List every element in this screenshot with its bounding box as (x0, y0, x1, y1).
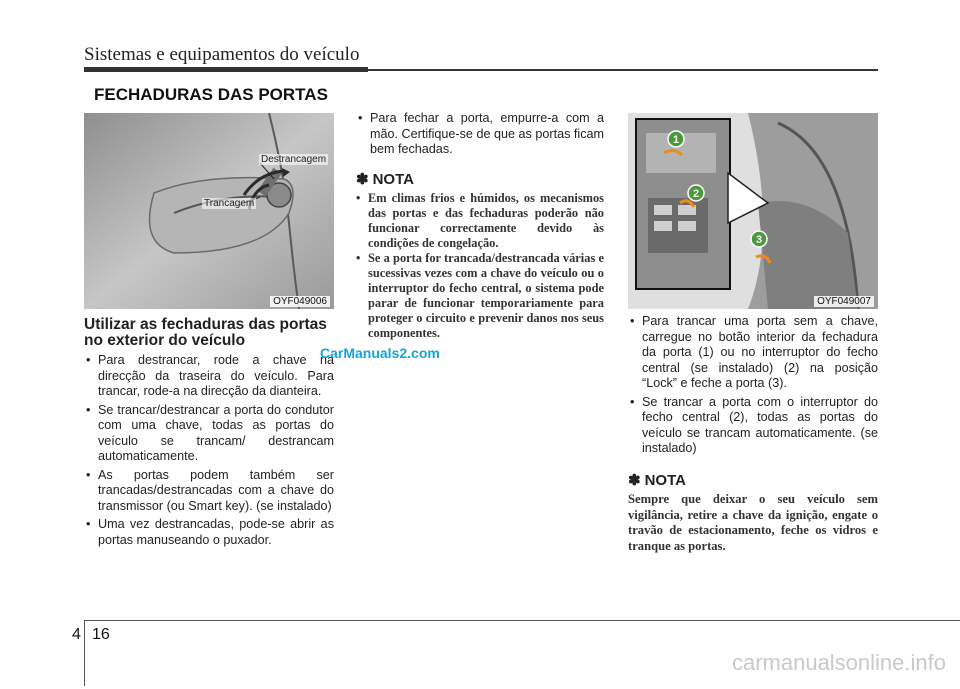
header-rule (84, 67, 368, 72)
list-item: • As portas podem também ser trancadas/destrancadas com a chave do transmissor (ou Smart key). (se instalado) (84, 468, 334, 515)
footer-rule (84, 620, 960, 621)
nota-text: Sempre que deixar o seu veículo sem vigilância, retire a chave da ignição, engate o travão de estacionamento, feche os vidros e tranque as portas. (628, 492, 878, 553)
list-item: • Se trancar a porta com o interruptor do fecho central (2), todas as portas do veículo se trancam automaticamente. (se instalado) (628, 395, 878, 457)
nota-title: NOTA (372, 170, 414, 188)
nota-list (356, 191, 604, 341)
list-item: • Se trancar/destrancar a porta do condutor com uma chave, todas as portas do veículo se trancam/ destrancam automaticamente. (84, 403, 334, 465)
door-handle-figure (84, 113, 334, 309)
running-header: Sistemas e equipamentos do veículo (84, 44, 360, 65)
header-rule-thin (368, 69, 878, 71)
watermark: CarManuals2.com (320, 345, 440, 361)
callout-3: 3 (755, 234, 763, 246)
list-item: • Se a porta for trancada/destrancada várias e sucessivas vezes com a chave do veículo ou o interruptor do fecho central, o sistema pode parar de funcionar temporariamente para proteger o circuito e prevenir danos nos seus componentes. (356, 251, 604, 341)
list-item: • Em climas frios e húmidos, os mecanismos das portas e das fechaduras poderão não funcionar correctamente devido às condições de congelação. (356, 191, 604, 251)
list-item: • Para destrancar, rode a chave na direcção da traseira do veículo. Para trancar, rode-a na direcção da dianteira. (84, 353, 334, 400)
unlock-label: Destrancagem (261, 154, 327, 165)
callout-2: 2 (692, 188, 700, 200)
callout-1: 1 (672, 134, 680, 146)
bullet-list (84, 353, 334, 548)
footer-rule-vertical (84, 620, 85, 686)
asterisk-icon: ✽ (628, 471, 641, 489)
nota-heading (628, 473, 878, 489)
nota-heading (356, 172, 604, 188)
column-2 (356, 111, 604, 341)
column-3 (628, 314, 878, 554)
figure-code: OYF049007 (814, 296, 874, 307)
chapter-number: 4 (72, 626, 81, 643)
list-item: • Para trancar uma porta sem a chave, carregue no botão interior da fechadura da porta (1) ou no interruptor do fecho central (se instalado) (2) na posição “Lock” e feche a porta (3). (628, 314, 878, 392)
list-item: • Para fechar a porta, empurre-a com a mão. Certifique-se de que as portas ficam bem fechadas. (356, 111, 604, 158)
column-1 (84, 317, 334, 551)
door-interior-figure (628, 113, 878, 309)
bullet-list (628, 314, 878, 457)
nota-title: NOTA (644, 471, 686, 489)
bullet-list (356, 111, 604, 158)
site-watermark: carmanualsonline.info (731, 650, 946, 675)
subheading: Utilizar as fechaduras das portas no exterior do veículo (84, 316, 327, 349)
door-handle-illustration (84, 113, 334, 309)
lock-label: Trancagem (204, 198, 255, 209)
section-title: FECHADURAS DAS PORTAS (94, 85, 328, 104)
list-item: • Uma vez destrancadas, pode-se abrir as portas manuseando o puxador. (84, 517, 334, 548)
asterisk-icon: ✽ (356, 170, 369, 188)
door-interior-illustration (628, 113, 878, 309)
page-number: 16 (92, 626, 110, 643)
figure-code: OYF049006 (270, 296, 330, 307)
